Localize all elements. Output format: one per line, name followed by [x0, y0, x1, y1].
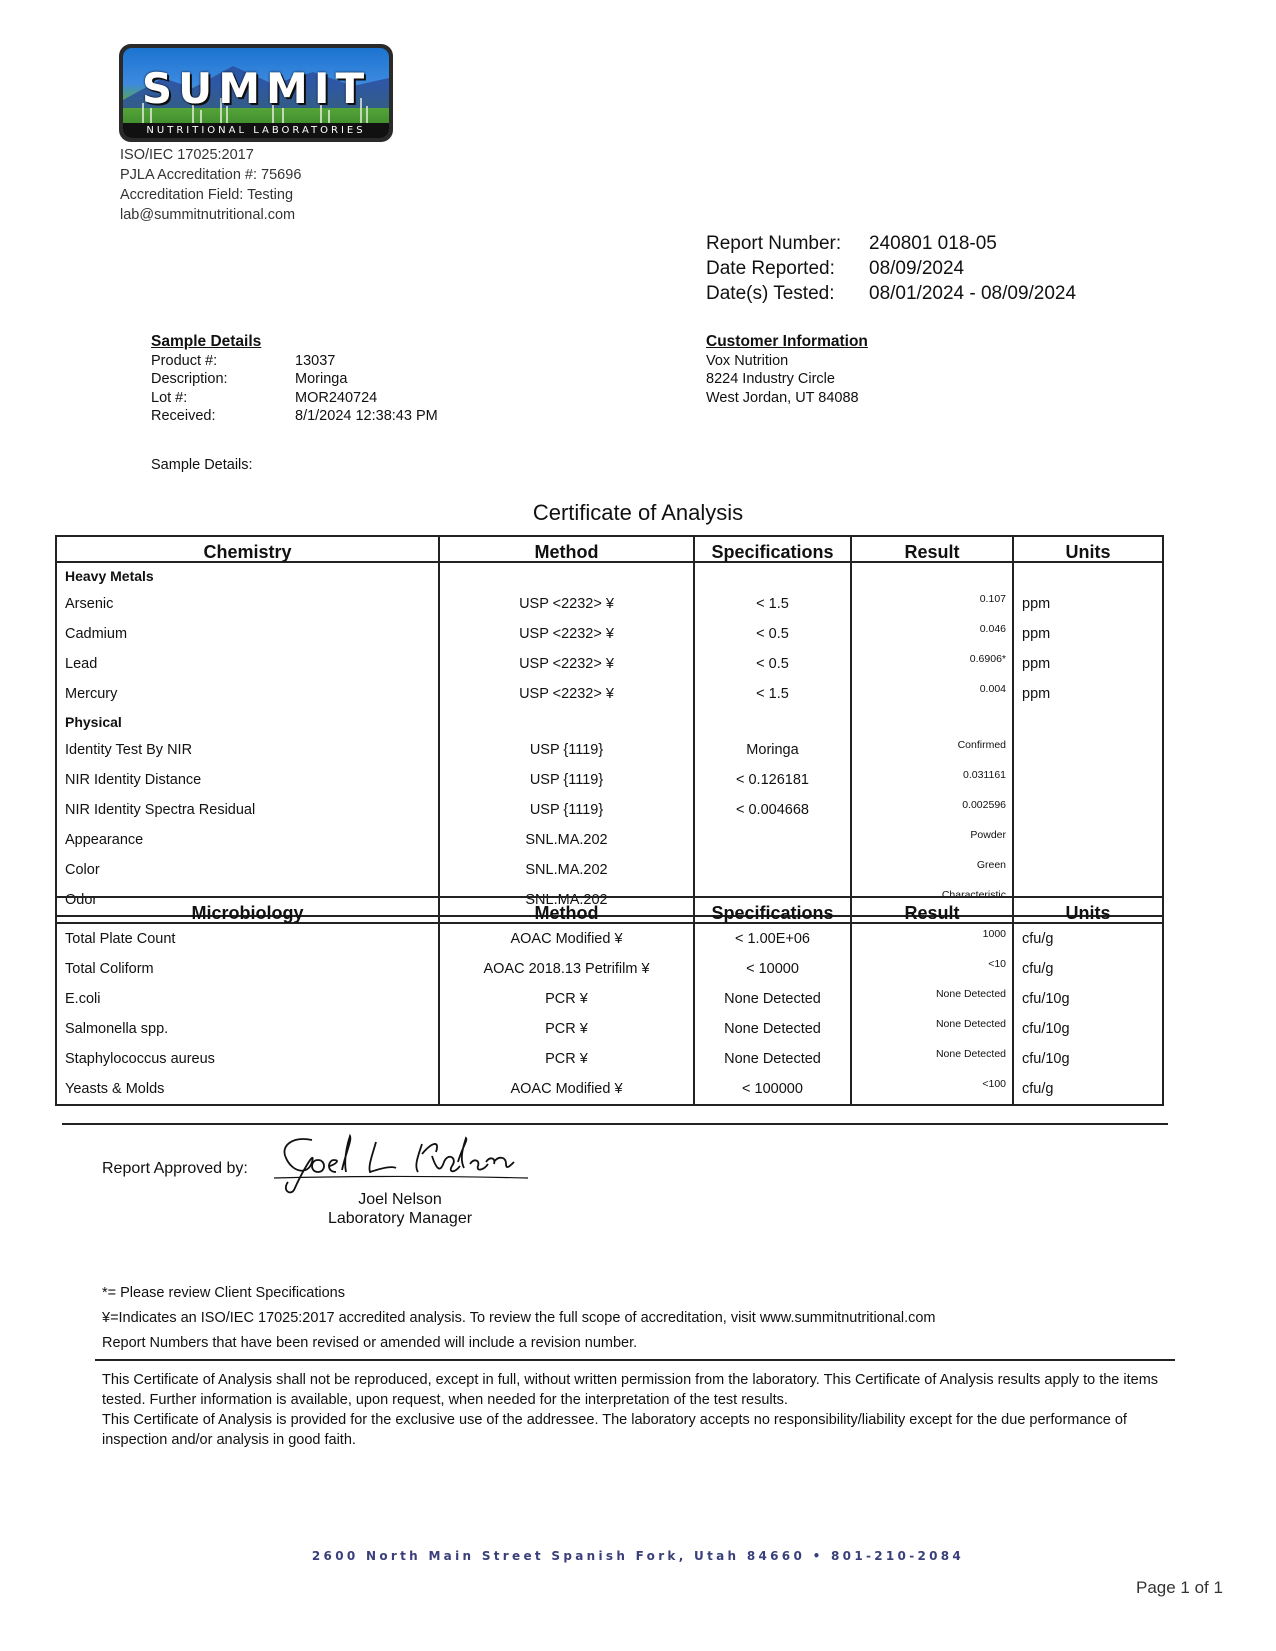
logo-image	[123, 48, 389, 138]
col-header-units: Units	[1013, 536, 1163, 562]
method-cell: USP <2232> ¥	[439, 619, 694, 649]
analyte-name: Appearance	[56, 825, 439, 855]
result-cell: <100	[851, 1074, 1013, 1105]
approver	[300, 1190, 500, 1228]
method-cell: USP <2232> ¥	[439, 589, 694, 619]
disclaimer-liability: This Certificate of Analysis is provided for the exclusive use of the addressee. The laboratory accepts no responsibility/liability except for the due performance of inspection and/or analysis in good faith.	[102, 1412, 1127, 1448]
specification-cell: < 1.00E+06	[694, 923, 851, 954]
sample-details	[151, 333, 438, 426]
table-row	[56, 735, 1163, 765]
logo-wordmark: SUMMIT	[141, 64, 371, 113]
microbiology-body	[56, 923, 1163, 1105]
sample-field-label: Received:	[151, 408, 216, 424]
empty-cell	[851, 709, 1013, 735]
table-row	[56, 619, 1163, 649]
report-number-row	[706, 231, 1076, 256]
group-label: Physical	[56, 709, 439, 735]
divider	[62, 1123, 1168, 1125]
units-cell: cfu/g	[1013, 954, 1163, 984]
note-accredited: ¥=Indicates an ISO/IEC 17025:2017 accredited analysis. To review the full scope of accreditation, visit www.summitnutritional.com	[102, 1310, 936, 1326]
document-title: Certificate of Analysis	[532, 500, 744, 525]
units-cell: cfu/10g	[1013, 1044, 1163, 1074]
analyte-name: Identity Test By NIR	[56, 735, 439, 765]
method-cell: SNL.MA.202	[439, 885, 694, 916]
empty-cell	[694, 709, 851, 735]
specification-cell: < 0.5	[694, 619, 851, 649]
accreditation-info	[120, 145, 301, 225]
analyte-name: NIR Identity Distance	[56, 765, 439, 795]
specification-cell: < 0.126181	[694, 765, 851, 795]
disclaimer	[102, 1370, 1162, 1450]
units-cell	[1013, 735, 1163, 765]
sample-field-label: Lot #:	[151, 389, 188, 406]
analyte-name: Lead	[56, 649, 439, 679]
report-meta	[706, 231, 1076, 306]
result-cell: 0.107	[851, 589, 1013, 619]
result-cell: None Detected	[851, 1044, 1013, 1074]
date-reported-row	[706, 256, 1076, 281]
units-cell: ppm	[1013, 679, 1163, 709]
col-header-microbiology: Microbiology	[56, 897, 439, 923]
company-logo	[119, 44, 393, 142]
signature-image	[272, 1132, 532, 1196]
group-label: Heavy Metals	[56, 562, 439, 589]
units-cell	[1013, 765, 1163, 795]
analyte-name: Salmonella spp.	[56, 1014, 439, 1044]
result-cell: Characteristic	[851, 885, 1013, 916]
table-row	[56, 795, 1163, 825]
microbiology-header-row	[56, 897, 1163, 923]
result-cell: None Detected	[851, 1014, 1013, 1044]
group-row	[56, 709, 1163, 735]
chemistry-header-row	[56, 536, 1163, 562]
col-header-result: Result	[851, 897, 1013, 923]
col-header-units: Units	[1013, 897, 1163, 923]
method-cell: AOAC Modified ¥	[439, 923, 694, 954]
table-row	[56, 954, 1163, 984]
result-cell: 0.004	[851, 679, 1013, 709]
units-cell	[1013, 825, 1163, 855]
result-cell: 0.002596	[851, 795, 1013, 825]
footer-address: 2600 North Main Street Spanish Fork, Utah 84660 • 801-210-2084	[311, 1549, 965, 1563]
units-cell	[1013, 795, 1163, 825]
method-cell: SNL.MA.202	[439, 855, 694, 885]
analyte-name: E.coli	[56, 984, 439, 1014]
result-cell: Powder	[851, 825, 1013, 855]
method-cell: SNL.MA.202	[439, 825, 694, 855]
units-cell: cfu/g	[1013, 923, 1163, 954]
empty-cell	[1013, 562, 1163, 589]
col-header-specifications: Specifications	[694, 536, 851, 562]
col-header-specifications: Specifications	[694, 897, 851, 923]
specification-cell	[694, 825, 851, 855]
result-cell: 0.6906*	[851, 649, 1013, 679]
iso-standard: ISO/IEC 17025:2017	[120, 147, 254, 163]
method-cell: PCR ¥	[439, 1014, 694, 1044]
date-reported-label: Date Reported:	[706, 258, 835, 279]
sample-field-value: 8/1/2024 12:38:43 PM	[295, 408, 438, 424]
method-cell: PCR ¥	[439, 1044, 694, 1074]
analyte-name: Color	[56, 855, 439, 885]
sample-details-label: Sample Details:	[151, 457, 253, 473]
col-header-result: Result	[851, 536, 1013, 562]
table-row	[56, 855, 1163, 885]
method-cell: PCR ¥	[439, 984, 694, 1014]
method-cell: USP {1119}	[439, 795, 694, 825]
table-row	[56, 649, 1163, 679]
customer-street: 8224 Industry Circle	[706, 371, 835, 387]
specification-cell: Moringa	[694, 735, 851, 765]
specification-cell: < 0.5	[694, 649, 851, 679]
approved-by-label: Report Approved by:	[102, 1160, 248, 1177]
col-header-method: Method	[439, 897, 694, 923]
specification-cell: < 100000	[694, 1074, 851, 1105]
sample-details-heading: Sample Details	[151, 333, 262, 350]
specification-cell: < 1.5	[694, 679, 851, 709]
analyte-name: Total Coliform	[56, 954, 439, 984]
report-number-label: Report Number:	[706, 233, 842, 254]
approver-name: Joel Nelson	[358, 1191, 442, 1208]
empty-cell	[851, 562, 1013, 589]
date-reported-value: 08/09/2024	[869, 258, 965, 279]
chemistry-table	[55, 535, 1164, 917]
table-row	[56, 1074, 1163, 1105]
analyte-name: Odor	[56, 885, 439, 916]
dates-tested-value: 08/01/2024 - 08/09/2024	[869, 283, 1077, 304]
units-cell: cfu/10g	[1013, 1014, 1163, 1044]
analyte-name: Arsenic	[56, 589, 439, 619]
page-number: Page 1 of 1	[1136, 1578, 1223, 1597]
microbiology-table	[55, 896, 1164, 1106]
notes	[102, 1281, 936, 1356]
specification-cell	[694, 855, 851, 885]
empty-cell	[439, 709, 694, 735]
group-row	[56, 562, 1163, 589]
table-row	[56, 765, 1163, 795]
table-row	[56, 1044, 1163, 1074]
units-cell: cfu/10g	[1013, 984, 1163, 1014]
customer-information	[706, 333, 868, 407]
method-cell: AOAC Modified ¥	[439, 1074, 694, 1105]
empty-cell	[694, 562, 851, 589]
table-row	[56, 923, 1163, 954]
dates-tested-label: Date(s) Tested:	[706, 283, 835, 304]
sample-field-value: 13037	[295, 352, 336, 369]
accreditation-field: Accreditation Field: Testing	[120, 187, 294, 203]
col-header-method: Method	[439, 536, 694, 562]
table-row	[56, 1014, 1163, 1044]
result-cell: <10	[851, 954, 1013, 984]
specification-cell: None Detected	[694, 984, 851, 1014]
specification-cell: None Detected	[694, 1044, 851, 1074]
analyte-name: NIR Identity Spectra Residual	[56, 795, 439, 825]
col-header-chemistry: Chemistry	[56, 536, 439, 562]
sample-field-value: Moringa	[295, 371, 348, 387]
dates-tested-row	[706, 281, 1076, 306]
analyte-name: Mercury	[56, 679, 439, 709]
note-revisions: Report Numbers that have been revised or amended will include a revision number.	[102, 1335, 638, 1351]
method-cell: USP <2232> ¥	[439, 679, 694, 709]
result-cell: Green	[851, 855, 1013, 885]
sample-field-value: MOR240724	[295, 389, 378, 406]
units-cell: cfu/g	[1013, 1074, 1163, 1105]
sample-field-label: Description:	[151, 371, 228, 387]
divider	[95, 1359, 1175, 1361]
sample-field	[151, 407, 438, 426]
sample-field	[151, 370, 438, 389]
sample-field-label: Product #:	[151, 352, 218, 369]
report-number-value: 240801 018-05	[869, 233, 997, 254]
units-cell	[1013, 855, 1163, 885]
result-cell: 0.031161	[851, 765, 1013, 795]
specification-cell: < 1.5	[694, 589, 851, 619]
chemistry-body	[56, 562, 1163, 916]
units-cell: ppm	[1013, 589, 1163, 619]
customer-city: West Jordan, UT 84088	[706, 389, 859, 406]
units-cell: ppm	[1013, 649, 1163, 679]
analyte-name: Yeasts & Molds	[56, 1074, 439, 1105]
specification-cell: < 10000	[694, 954, 851, 984]
result-cell: 0.046	[851, 619, 1013, 649]
units-cell: ppm	[1013, 619, 1163, 649]
sample-field	[151, 389, 438, 408]
customer-heading: Customer Information	[706, 333, 868, 350]
result-cell: None Detected	[851, 984, 1013, 1014]
disclaimer-reproduction: This Certificate of Analysis shall not be reproduced, except in full, without written permission from the laboratory. This Certificate of Analysis results apply to the items tested. Further information is available, upon request, when needed for the interpretation of the test results.	[102, 1372, 1159, 1408]
table-row	[56, 679, 1163, 709]
approver-title: Laboratory Manager	[327, 1210, 473, 1227]
sample-field	[151, 352, 438, 371]
method-cell: USP <2232> ¥	[439, 649, 694, 679]
analyte-name: Staphylococcus aureus	[56, 1044, 439, 1074]
logo-subtitle: NUTRITIONAL LABORATORIES	[123, 123, 389, 138]
table-row	[56, 984, 1163, 1014]
method-cell: USP {1119}	[439, 765, 694, 795]
method-cell: AOAC 2018.13 Petrifilm ¥	[439, 954, 694, 984]
analyte-name: Total Plate Count	[56, 923, 439, 954]
result-cell: 1000	[851, 923, 1013, 954]
customer-name: Vox Nutrition	[706, 352, 789, 369]
pjla-number: PJLA Accreditation #: 75696	[120, 167, 302, 183]
table-row	[56, 589, 1163, 619]
result-cell: Confirmed	[851, 735, 1013, 765]
specification-cell: None Detected	[694, 1014, 851, 1044]
empty-cell	[439, 562, 694, 589]
specification-cell: < 0.004668	[694, 795, 851, 825]
table-row	[56, 825, 1163, 855]
lab-email: lab@summitnutritional.com	[120, 207, 296, 223]
method-cell: USP {1119}	[439, 735, 694, 765]
analyte-name: Cadmium	[56, 619, 439, 649]
note-client-specs: *= Please review Client Specifications	[102, 1285, 345, 1301]
empty-cell	[1013, 709, 1163, 735]
